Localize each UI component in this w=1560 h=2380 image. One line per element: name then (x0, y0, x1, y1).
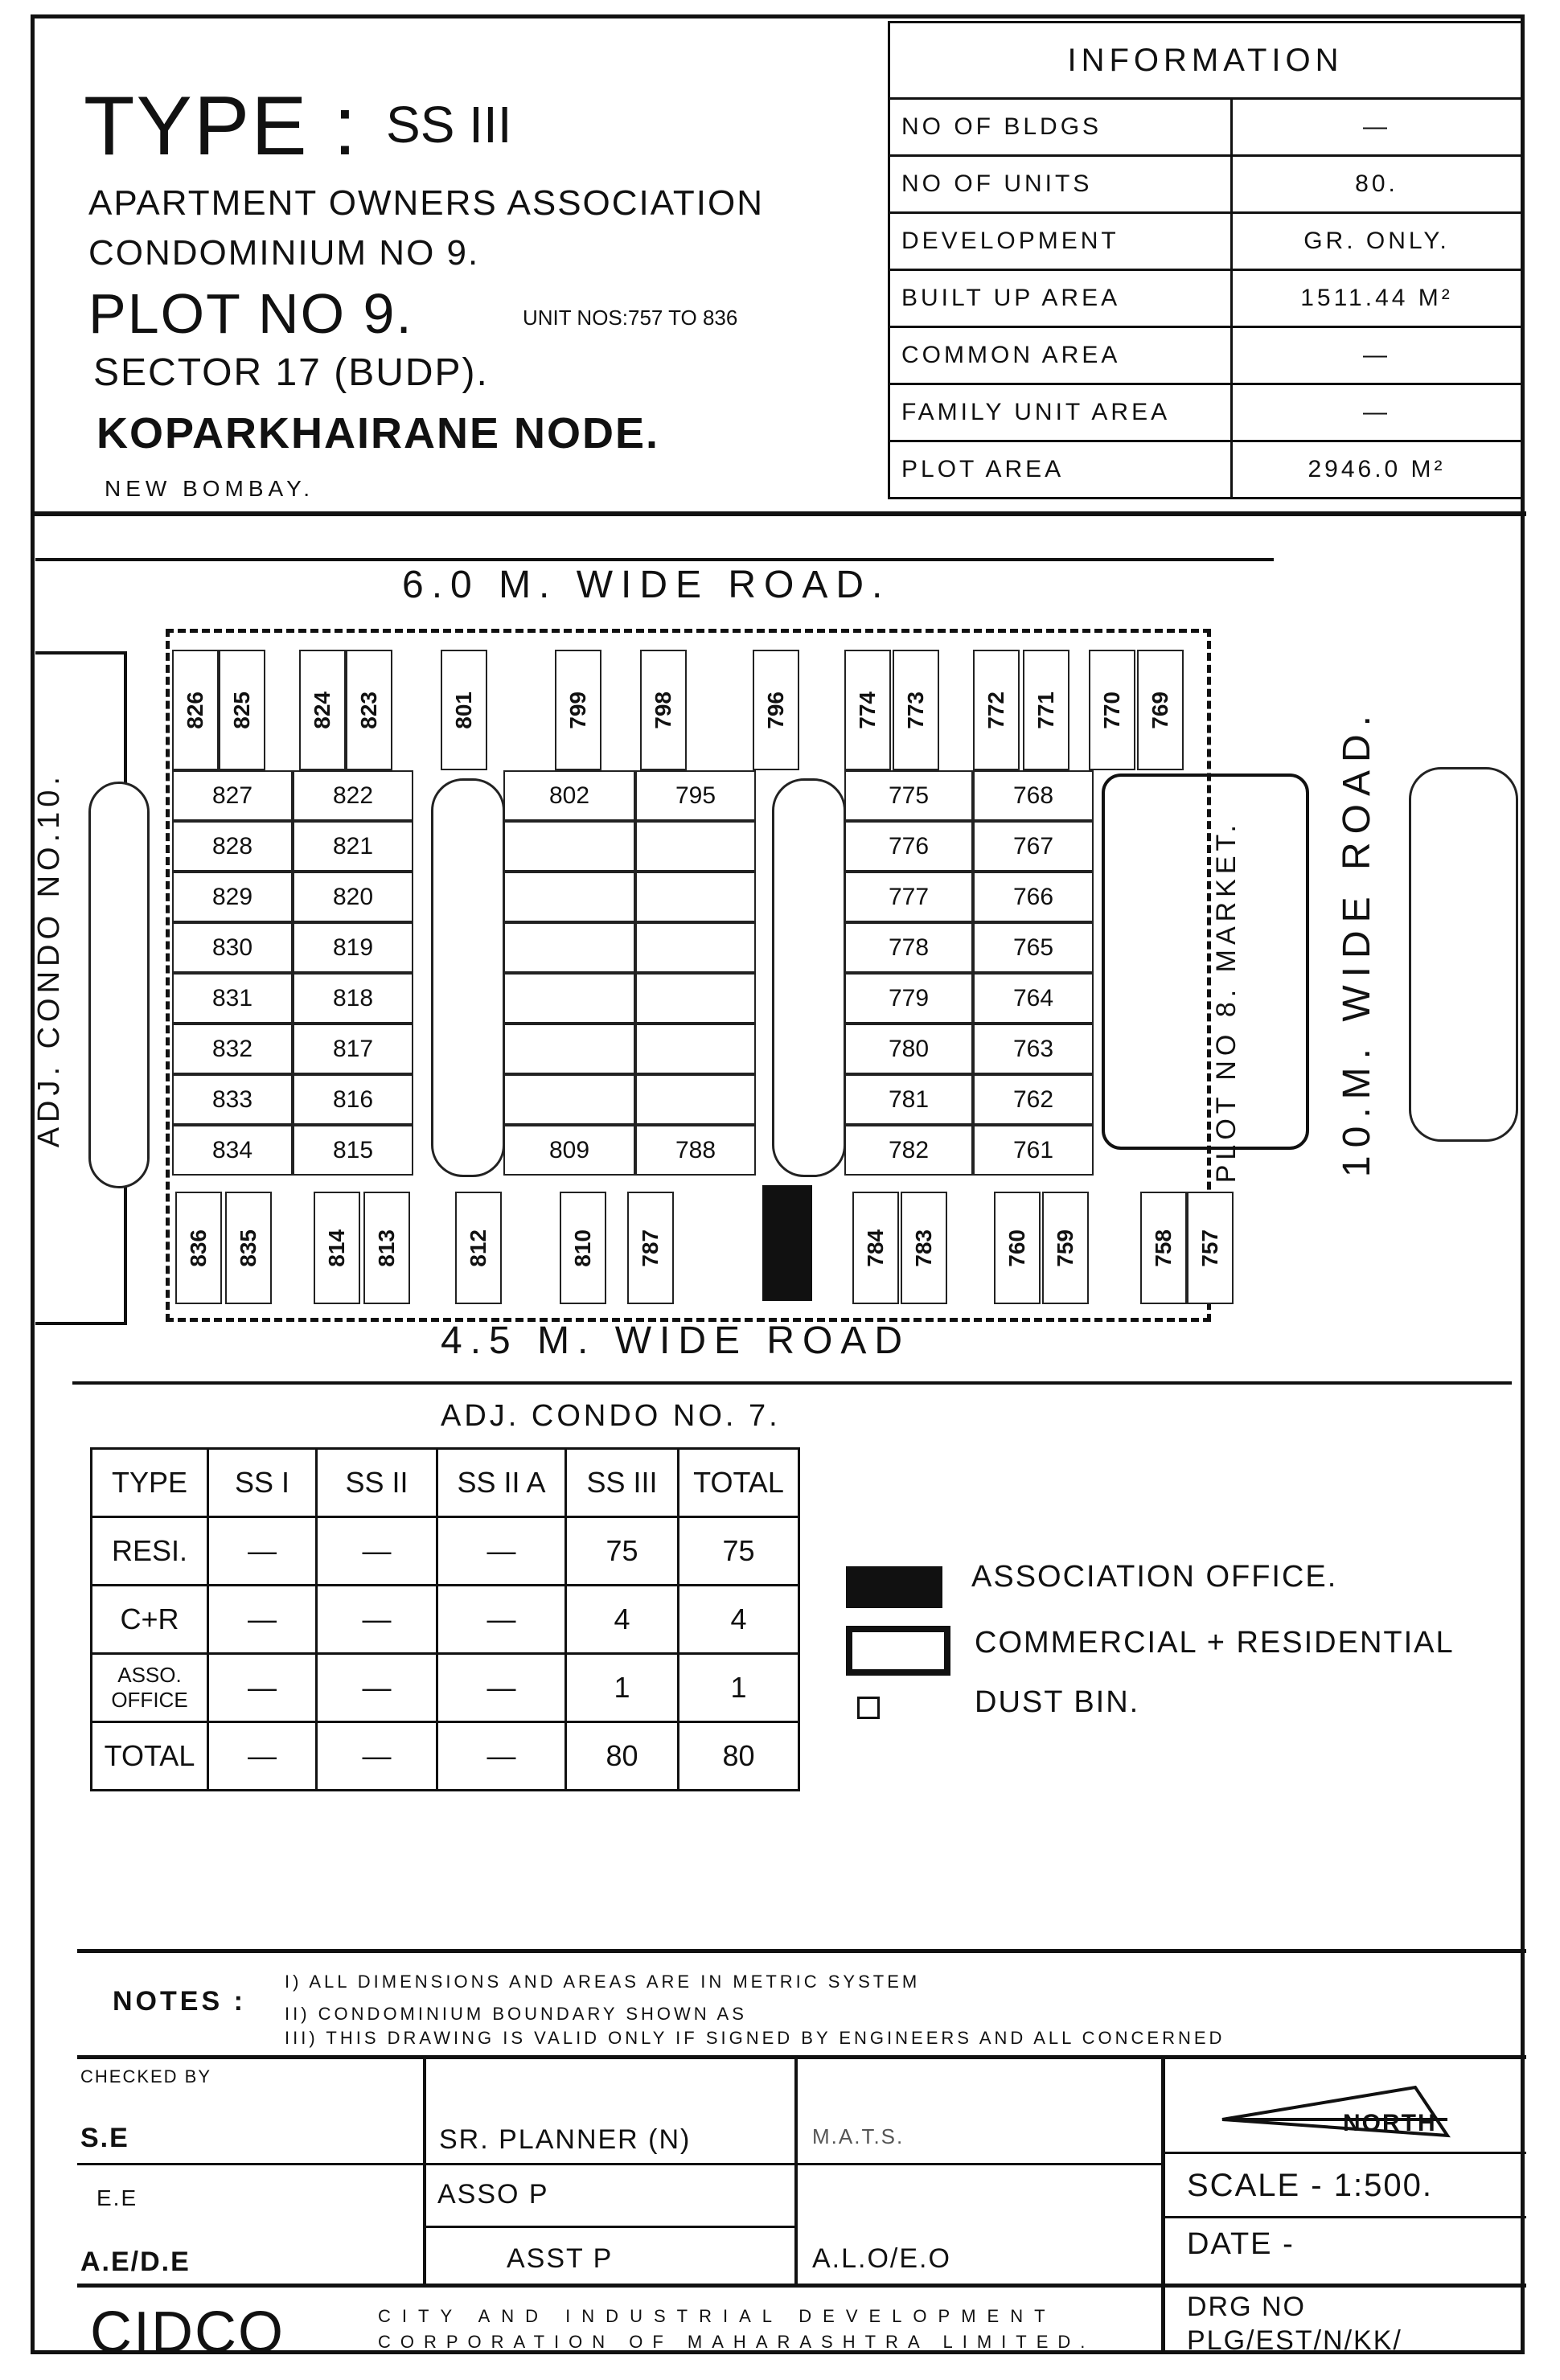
unit-cell (844, 872, 973, 922)
corp-line1: CITY AND INDUSTRIAL DEVELOPMENT (378, 2306, 1057, 2326)
summary-cell: 1 (679, 1654, 799, 1722)
sector: SECTOR 17 (BUDP). (93, 351, 489, 394)
summary-header: SS III (566, 1449, 679, 1517)
unit-cell (1089, 650, 1135, 770)
unit-cell (172, 1074, 293, 1125)
date-label: DATE - (1187, 2227, 1295, 2261)
unit-nos: UNIT NOS:757 TO 836 (523, 306, 738, 330)
drg-no-value: PLG/EST/N/KK/ (1187, 2325, 1402, 2356)
adj-condo-left-label: ADJ. CONDO NO.10. (32, 772, 66, 1148)
unit-number: 798 (651, 691, 675, 729)
unit-cell (635, 922, 756, 973)
sr-planner-label: SR. PLANNER (N) (439, 2124, 692, 2155)
unit-number: 822 (332, 782, 374, 809)
drg-no-label: DRG NO (1187, 2292, 1306, 2322)
unit-cell (172, 821, 293, 872)
summary-cell: — (317, 1586, 437, 1654)
note-item: I) ALL DIMENSIONS AND AREAS ARE IN METRIC SYSTEM (285, 1972, 921, 1992)
market-label: PLOT NO 8. MARKET. (1211, 820, 1242, 1184)
unit-cell (219, 650, 265, 770)
unit-number: 836 (186, 1229, 211, 1267)
adj-condo-left-pill (88, 782, 150, 1188)
info-label: BUILT UP AREA (889, 270, 1232, 327)
open-space-2 (772, 778, 846, 1177)
unit-number: 801 (451, 691, 476, 729)
summary-cell: 80 (679, 1722, 799, 1791)
unit-cell (172, 872, 293, 922)
unit-cell (172, 770, 293, 821)
unit-number: 826 (183, 691, 207, 729)
unit-cell (293, 821, 413, 872)
unit-number: 774 (855, 691, 880, 729)
unit-number: 788 (675, 1136, 716, 1163)
unit-number: 831 (211, 984, 253, 1012)
unit-cell (635, 872, 756, 922)
summary-cell: — (437, 1586, 566, 1654)
open-space-1 (431, 778, 505, 1177)
unit-number: 834 (211, 1136, 253, 1163)
unit-cell (293, 922, 413, 973)
unit-cell (893, 650, 939, 770)
unit-number: 809 (548, 1136, 590, 1163)
summary-cell: — (437, 1722, 566, 1791)
unit-cell (172, 922, 293, 973)
unit-number: 784 (863, 1229, 888, 1267)
node: KOPARKHAIRANE NODE. (96, 409, 660, 458)
legend-office-label: ASSOCIATION OFFICE. (971, 1560, 1338, 1594)
unit-cell (973, 922, 1094, 973)
summary-cell: 80 (566, 1722, 679, 1791)
summary-cell: — (208, 1654, 317, 1722)
unit-cell (503, 770, 635, 821)
info-label: NO OF BLDGS (889, 99, 1232, 156)
notes-top-line (77, 1949, 1526, 1953)
title-block-line (794, 2055, 798, 2285)
unit-number: 833 (211, 1085, 253, 1113)
unit-cell (441, 650, 487, 770)
info-label: PLOT AREA (889, 441, 1232, 499)
header-divider (32, 511, 1526, 516)
summary-header: TOTAL (679, 1449, 799, 1517)
unit-cell (503, 872, 635, 922)
unit-cell (503, 821, 635, 872)
unit-number: 799 (565, 691, 590, 729)
unit-number: 816 (332, 1085, 374, 1113)
unit-number: 776 (888, 832, 930, 860)
summary-cell: — (317, 1722, 437, 1791)
info-value: — (1232, 327, 1522, 384)
unit-number: 762 (1012, 1085, 1054, 1113)
adj-condo-bottom-label: ADJ. CONDO NO. 7. (441, 1399, 781, 1433)
unit-number: 771 (1033, 691, 1058, 729)
unit-number: 773 (903, 691, 928, 729)
unit-cell (973, 1024, 1094, 1074)
title-block-line (77, 2163, 1163, 2165)
info-value: 80. (1232, 156, 1522, 213)
unit-number: 810 (570, 1229, 595, 1267)
summary-cell: — (317, 1517, 437, 1586)
summary-cell: 1 (566, 1654, 679, 1722)
unit-number: 796 (763, 691, 788, 729)
unit-number: 758 (1151, 1229, 1176, 1267)
unit-number: 783 (911, 1229, 936, 1267)
cidco-logo-text: CIDCO (90, 2300, 285, 2365)
unit-cell (293, 973, 413, 1024)
title-block-top (77, 2055, 1526, 2059)
ee-label: E.E (96, 2185, 138, 2210)
unit-cell (172, 650, 219, 770)
title-block-line (423, 2055, 426, 2285)
unit-cell (852, 1192, 899, 1304)
unit-number: 825 (229, 691, 254, 729)
unit-number: 814 (324, 1229, 349, 1267)
unit-number: 760 (1004, 1229, 1029, 1267)
unit-cell (973, 770, 1094, 821)
unit-cell (455, 1192, 502, 1304)
unit-cell (844, 1125, 973, 1176)
unit-number: 778 (888, 934, 930, 961)
unit-cell (844, 770, 973, 821)
unit-number: 775 (888, 782, 930, 809)
summary-header: SS II (317, 1449, 437, 1517)
unit-number: 819 (332, 934, 374, 961)
unit-number: 824 (310, 691, 335, 729)
unit-cell (627, 1192, 674, 1304)
title-block-line (1161, 2055, 1165, 2354)
summary-header: TYPE (92, 1449, 208, 1517)
info-value: GR. ONLY. (1232, 213, 1522, 270)
adj-condo-bottom-outline (72, 1381, 1512, 1457)
unit-number: 815 (332, 1136, 374, 1163)
unit-cell (973, 872, 1094, 922)
unit-number: 827 (211, 782, 253, 809)
unit-number: 765 (1012, 934, 1054, 961)
unit-cell (1187, 1192, 1234, 1304)
info-label: FAMILY UNIT AREA (889, 384, 1232, 441)
legend-cr-swatch (846, 1626, 950, 1676)
unit-number: 832 (211, 1035, 253, 1062)
unit-cell (635, 1125, 756, 1176)
summary-cell: 4 (679, 1586, 799, 1654)
title-block-line (77, 2284, 1526, 2288)
unit-cell (844, 922, 973, 973)
summary-header: SS I (208, 1449, 317, 1517)
info-value: — (1232, 99, 1522, 156)
unit-number: 828 (211, 832, 253, 860)
unit-number: 787 (638, 1229, 663, 1267)
dust-bin-icon (857, 1697, 880, 1719)
unit-cell (1140, 1192, 1187, 1304)
unit-cell (175, 1192, 222, 1304)
corp-line2: CORPORATION OF MAHARASHTRA LIMITED. (378, 2332, 1095, 2352)
unit-number: 768 (1012, 782, 1054, 809)
plot-no: PLOT NO 9. (88, 282, 413, 345)
unit-number: 777 (888, 883, 930, 910)
summary-cell: 4 (566, 1586, 679, 1654)
unit-number: 830 (211, 934, 253, 961)
unit-summary-table (90, 1447, 800, 1791)
unit-number: 835 (236, 1229, 261, 1267)
unit-cell (172, 1125, 293, 1176)
unit-cell (635, 1024, 756, 1074)
unit-number: 823 (356, 691, 381, 729)
summary-cell: — (437, 1517, 566, 1586)
unit-cell (973, 1074, 1094, 1125)
header-line2: CONDOMINIUM NO 9. (88, 233, 480, 273)
asso-p-label: ASSO P (437, 2179, 549, 2210)
info-value: 1511.44 M² (1232, 270, 1522, 327)
unit-number: 767 (1012, 832, 1054, 860)
unit-cell (346, 650, 392, 770)
unit-cell (314, 1192, 360, 1304)
info-label: NO OF UNITS (889, 156, 1232, 213)
unit-cell (973, 650, 1020, 770)
unit-cell (635, 821, 756, 872)
unit-cell (753, 650, 799, 770)
unit-number: 766 (1012, 883, 1054, 910)
unit-number: 772 (983, 691, 1008, 729)
unit-cell (293, 872, 413, 922)
scale-label: SCALE - 1:500. (1187, 2168, 1433, 2203)
unit-cell (1137, 650, 1184, 770)
unit-cell (293, 770, 413, 821)
unit-cell (640, 650, 687, 770)
info-label: DEVELOPMENT (889, 213, 1232, 270)
unit-number: 829 (211, 883, 253, 910)
unit-cell (225, 1192, 272, 1304)
unit-cell (299, 650, 346, 770)
unit-number: 770 (1099, 691, 1124, 729)
summary-cell: C+R (92, 1586, 208, 1654)
unit-number: 821 (332, 832, 374, 860)
se-label: S.E (80, 2123, 129, 2153)
legend-dust-label: DUST BIN. (975, 1685, 1140, 1719)
header-line1: APARTMENT OWNERS ASSOCIATION (88, 183, 764, 223)
mat-s-label: M.A.T.S. (812, 2124, 905, 2148)
unit-number: 802 (548, 782, 590, 809)
notes-label: NOTES : (113, 1986, 246, 2017)
note-item: III) THIS DRAWING IS VALID ONLY IF SIGNED BY ENGINEERS AND ALL CONCERNED (285, 2028, 1225, 2048)
unit-cell (1042, 1192, 1089, 1304)
unit-cell (555, 650, 601, 770)
unit-cell (560, 1192, 606, 1304)
unit-cell (293, 1024, 413, 1074)
info-value: — (1232, 384, 1522, 441)
summary-cell: ASSO. OFFICE (92, 1654, 208, 1722)
legend-cr-label: COMMERCIAL + RESIDENTIAL (975, 1626, 1455, 1660)
summary-cell: 75 (566, 1517, 679, 1586)
checked-by-label: CHECKED BY (80, 2066, 212, 2087)
legend-office-swatch (846, 1566, 942, 1608)
ae-label: A.E/D.E (80, 2247, 191, 2277)
unit-cell (973, 1125, 1094, 1176)
unit-cell (844, 1074, 973, 1125)
unit-number: 818 (332, 984, 374, 1012)
info-title: INFORMATION (889, 23, 1522, 99)
type-label: TYPE : (84, 80, 359, 173)
unit-cell (1023, 650, 1069, 770)
unit-cell (901, 1192, 947, 1304)
unit-cell (503, 973, 635, 1024)
summary-cell: 75 (679, 1517, 799, 1586)
unit-cell (293, 1125, 413, 1176)
unit-cell (293, 1074, 413, 1125)
summary-cell: — (208, 1517, 317, 1586)
unit-cell (973, 973, 1094, 1024)
unit-number: 779 (888, 984, 930, 1012)
summary-cell: RESI. (92, 1517, 208, 1586)
unit-number: 757 (1197, 1229, 1222, 1267)
association-office-unit (762, 1185, 812, 1301)
unit-cell (503, 1125, 635, 1176)
info-value: 2946.0 M² (1232, 441, 1522, 499)
unit-cell (844, 821, 973, 872)
unit-cell (994, 1192, 1041, 1304)
title-block-line (1161, 2216, 1526, 2218)
road-edge-top (35, 558, 1274, 561)
note-item: II) CONDOMINIUM BOUNDARY SHOWN AS (285, 2004, 747, 2024)
unit-cell (172, 1024, 293, 1074)
information-table (888, 21, 1523, 499)
unit-number: 813 (374, 1229, 399, 1267)
unit-number: 812 (466, 1229, 491, 1267)
road-right-label: 10.M. WIDE ROAD. (1336, 708, 1378, 1178)
unit-cell (844, 973, 973, 1024)
right-adjacent-pill (1409, 767, 1518, 1142)
unit-number: 781 (888, 1085, 930, 1113)
unit-number: 780 (888, 1035, 930, 1062)
road-top-label: 6.0 M. WIDE ROAD. (402, 564, 891, 606)
unit-cell (973, 821, 1094, 872)
unit-cell (844, 1024, 973, 1074)
summary-header: SS II A (437, 1449, 566, 1517)
unit-cell (503, 1074, 635, 1125)
title-block-line (1161, 2152, 1526, 2154)
unit-number: 795 (675, 782, 716, 809)
unit-cell (635, 770, 756, 821)
summary-cell: — (208, 1586, 317, 1654)
asst-p-label: ASST P (507, 2243, 614, 2274)
unit-cell (635, 973, 756, 1024)
summary-cell: TOTAL (92, 1722, 208, 1791)
unit-number: 759 (1053, 1229, 1078, 1267)
unit-cell (635, 1074, 756, 1125)
city: NEW BOMBAY. (105, 476, 315, 501)
unit-cell (363, 1192, 410, 1304)
summary-cell: — (437, 1654, 566, 1722)
unit-number: 769 (1147, 691, 1172, 729)
unit-number: 763 (1012, 1035, 1054, 1062)
unit-number: 817 (332, 1035, 374, 1062)
unit-number: 764 (1012, 984, 1054, 1012)
type-value: SS III (386, 96, 512, 154)
info-label: COMMON AREA (889, 327, 1232, 384)
unit-number: 761 (1012, 1136, 1054, 1163)
alo-label: A.L.O/E.O (812, 2243, 951, 2274)
unit-cell (503, 1024, 635, 1074)
road-bottom-label: 4.5 M. WIDE ROAD (441, 1319, 911, 1362)
unit-cell (503, 922, 635, 973)
unit-cell (172, 973, 293, 1024)
unit-cell (844, 650, 891, 770)
unit-number: 782 (888, 1136, 930, 1163)
unit-number: 820 (332, 883, 374, 910)
north-label: NORTH (1343, 2110, 1437, 2136)
summary-cell: — (317, 1654, 437, 1722)
summary-cell: — (208, 1722, 317, 1791)
title-block-line (425, 2226, 794, 2228)
